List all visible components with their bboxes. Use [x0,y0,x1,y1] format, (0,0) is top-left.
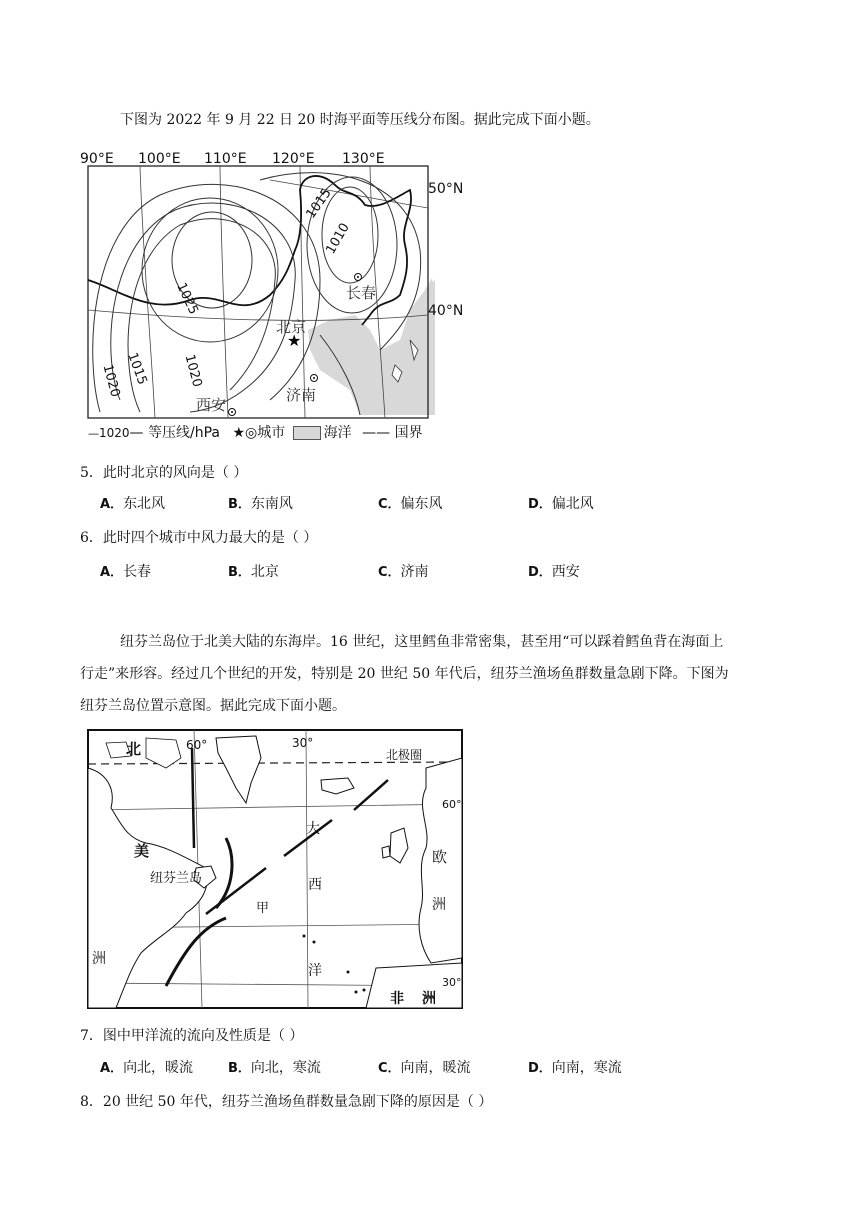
intro2-line-1: 纽芬兰岛位于北美大陆的东海岸。16 世纪，这里鳕鱼非常密集，甚至用“可以踩着鳕鱼背在海面上 [120,634,724,650]
lon-label-110: 110°E [204,151,247,167]
city-label-beijing: 北京 [276,318,307,336]
legend-border-label: 国界 [394,425,423,441]
q7-option-b[interactable] [228,1058,321,1079]
lon-label-100: 100°E [138,151,181,167]
intro2-line-3: 纽芬兰岛位置示意图。据此完成下面小题。 [80,698,346,714]
city-label-xian: 西安 [196,396,227,414]
isobar-label-1020-a: 1020 [181,352,205,389]
q6-option-c[interactable] [378,562,429,583]
map2-label-zhou-america: 洲 [92,951,106,967]
lat-label-50: 50°N [428,181,464,197]
q7-option-c[interactable] [378,1058,471,1079]
map2-label-north: 北 [126,740,142,758]
legend-isobar-sample: 1020 [99,426,130,440]
option-key: C． [378,497,401,512]
q5-stem: 5．此时北京的风向是（ ） [80,465,248,481]
legend-city-label: 城市 [257,425,286,441]
intro2-line-2: 行走”来形容。经过几个世纪的开发，特别是 20 世纪 50 年代后，纽芬兰渔场鱼群数量急剧下降。下图为 [80,666,729,682]
option-text: 东北风 [123,496,166,512]
lon-label-120: 120°E [272,151,315,167]
map2-label-mei: 美 [134,842,150,860]
option-text: 向南，暖流 [400,1060,471,1076]
map2-label-zhou-europe: 洲 [432,897,446,913]
isobar-map [80,150,470,445]
option-text: 向北，暖流 [123,1060,194,1076]
city-label-changchun: 长春 [346,284,377,302]
isobar-label-1015-a: 1015 [303,185,335,222]
q5-option-c[interactable] [378,494,443,515]
q6-option-b[interactable] [228,562,279,583]
map2-label-yang: 洋 [308,963,322,979]
isobar-label-1020-b: 1020 [99,362,123,399]
q7-option-d[interactable] [528,1058,622,1079]
legend-ocean-label: 海洋 [323,425,352,441]
map2-label-60-top: 60° [186,738,208,752]
option-text: 东南风 [250,496,293,512]
q5-option-b[interactable] [228,494,293,515]
map2-label-xi: 西 [308,877,322,893]
newfoundland-map-figure [86,728,464,1010]
option-text: 偏东风 [400,496,443,512]
q7-option-a[interactable] [100,1058,193,1079]
map2-label-newfoundland: 纽芬兰岛 [150,871,203,886]
map2-label-da: 大 [306,821,320,837]
legend-isobar-label: 等压线/hPa [148,425,220,441]
lon-label-90: 90°E [80,151,114,167]
option-key: D． [528,565,552,580]
option-key: A． [100,1061,124,1076]
option-text: 西安 [551,564,580,580]
map2-label-30-right: 30° [442,976,462,989]
lat-label-40: 40°N [428,303,464,319]
q5-option-a[interactable] [100,494,165,515]
lon-label-130: 130°E [342,151,385,167]
option-text: 向南，寒流 [551,1060,622,1076]
option-key: C． [378,565,401,580]
legend-ocean-swatch [293,426,321,440]
q5-option-d[interactable] [528,494,594,515]
map2-label-ou: 欧 [432,848,448,866]
isobar-label-1010: 1010 [323,220,353,257]
q6-option-a[interactable] [100,562,151,583]
option-text: 济南 [400,564,429,580]
map-legend: —1020— 等压线/hPa ★◎城市 海洋 —— 国界 [88,425,423,441]
map2-label-zhou-africa: 洲 [422,991,436,1007]
map2-label-fei: 非 [390,991,404,1007]
legend-border-line: —— [362,425,391,441]
city-label-jinan: 济南 [286,386,317,404]
option-key: A． [100,565,124,580]
option-key: D． [528,497,552,512]
option-key: B． [228,497,251,512]
q7-stem: 7．图中甲洋流的流向及性质是（ ） [80,1028,304,1044]
isobar-map-figure [80,150,470,445]
intro-text-1: 下图为 2022 年 9 月 22 日 20 时海平面等压线分布图。据此完成下面小题。 [120,112,600,128]
isobar-label-1015-b: 1015 [124,350,150,387]
map2-label-jia: 甲 [256,901,270,916]
option-key: A． [100,497,124,512]
option-key: D． [528,1061,552,1076]
option-text: 向北，寒流 [250,1060,321,1076]
map2-label-60-right: 60° [442,798,462,811]
isobar-label-1025: 1025 [173,280,201,317]
q6-stem: 6．此时四个城市中风力最大的是（ ） [80,530,318,546]
option-key: B． [228,565,251,580]
beijing-star-icon: ★ [287,331,302,350]
map2-label-arctic-circle: 北极圈 [386,748,423,762]
q8-stem: 8．20 世纪 50 年代，纽芬兰渔场鱼群数量急剧下降的原因是（ ） [80,1094,493,1110]
option-key: B． [228,1061,251,1076]
q6-option-d[interactable] [528,562,580,583]
option-text: 偏北风 [551,496,594,512]
option-text: 北京 [250,564,279,580]
option-text: 长春 [123,564,152,580]
legend-city-icon: ★◎ [232,425,258,441]
option-key: C． [378,1061,401,1076]
newfoundland-map [86,728,464,1010]
map2-label-30-top: 30° [292,736,314,750]
